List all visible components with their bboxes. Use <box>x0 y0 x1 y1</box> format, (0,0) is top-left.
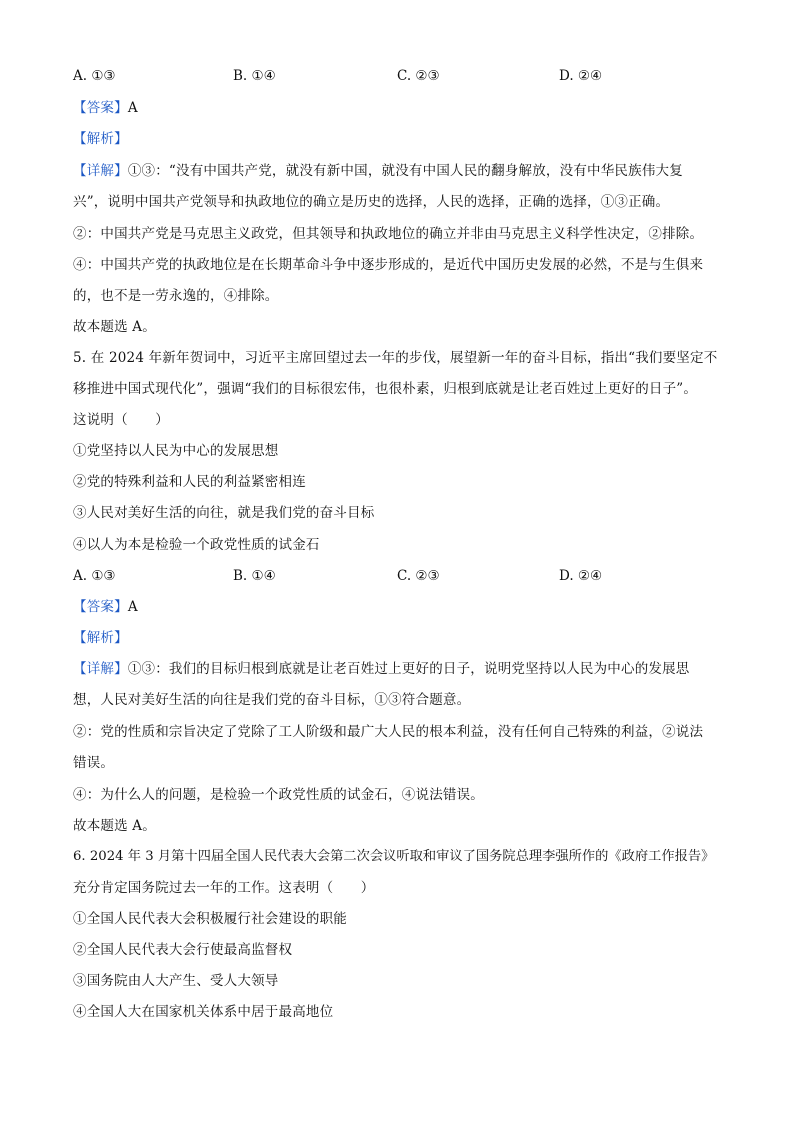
q5-analysis <box>73 628 723 648</box>
q5-conclusion: 故本题选 A。 <box>73 818 156 834</box>
detail-text: ①③：“没有中国共产党，就没有新中国，就没有中国人民的翻身解放，没有中华民族伟大复 <box>127 163 683 179</box>
q4-analysis <box>73 129 723 149</box>
q5-detail-line: 错误。 <box>73 755 115 771</box>
q4-options <box>73 66 723 86</box>
q5-options <box>73 566 723 586</box>
q6-item: ③国务院由人大产生、受人大领导 <box>73 973 279 989</box>
q5-option-d: D. ②④ <box>559 568 603 584</box>
answer-value: A <box>127 599 138 615</box>
q5-stem: 5. 在 2024 年新年贺词中，习近平主席回望过去一年的步伐，展望新一年的奋斗目标，指出“我们要坚定不 <box>73 350 718 366</box>
q5-item: ②党的特殊利益和人民的利益紧密相连 <box>73 474 306 490</box>
q5-detail-line: ④：为什么人的问题，是检验一个政党性质的试金石，④说法错误。 <box>73 787 484 803</box>
q6-stem: 充分肯定国务院过去一年的工作。这表明（ ） <box>73 880 375 896</box>
q6-stem: 6. 2024 年 3 月第十四届全国人民代表大会第二次会议听取和审议了国务院总理李强所作的《政府工作报告》 <box>73 849 715 864</box>
q4-detail-line: ②：中国共产党是马克思主义政党，但其领导和执政地位的确立并非由马克思主义科学性决定，②排除。 <box>73 226 704 242</box>
q5-detail-line <box>73 659 723 679</box>
q5-item: ③人民对美好生活的向往，就是我们党的奋斗目标 <box>73 505 375 521</box>
q5-stem: 这说明（ ） <box>73 412 169 428</box>
q4-detail-line: 兴”，说明中国共产党领导和执政地位的确立是历史的选择，人民的选择，正确的选择，①③正确。 <box>73 194 670 210</box>
answer-tag: 【答案】 <box>73 100 128 116</box>
detail-tag: 【详解】 <box>73 661 128 677</box>
q5-stem: 移推进中国式现代化”，强调“我们的目标很宏伟，也很朴素，归根到底就是让老百姓过上更好的日子”。 <box>73 381 698 397</box>
q6-item: ④全国人大在国家机关体系中居于最高地位 <box>73 1004 334 1020</box>
q5-answer <box>73 597 723 617</box>
analysis-tag: 【解析】 <box>73 630 128 646</box>
q4-option-a: A. ①③ <box>73 68 116 84</box>
detail-tag: 【详解】 <box>73 163 128 179</box>
analysis-tag: 【解析】 <box>73 131 128 147</box>
q5-item: ④以人为本是检验一个政党性质的试金石 <box>73 537 320 553</box>
q5-option-a: A. ①③ <box>73 568 116 584</box>
q4-option-d: D. ②④ <box>559 68 603 84</box>
q4-detail-line: 的，也不是一劳永逸的，④排除。 <box>73 288 279 304</box>
q4-option-c: C. ②③ <box>397 68 440 84</box>
q4-detail-line: ④：中国共产党的执政地位是在长期革命斗争中逐步形成的，是近代中国历史发展的必然，不是与生俱来 <box>73 257 704 273</box>
q5-item: ①党坚持以人民为中心的发展思想 <box>73 443 279 459</box>
answer-tag: 【答案】 <box>73 599 128 615</box>
answer-value: A <box>127 100 138 116</box>
q5-option-b: B. ①④ <box>233 568 276 584</box>
q4-conclusion: 故本题选 A。 <box>73 319 156 335</box>
q4-option-b: B. ①④ <box>233 68 276 84</box>
q6-item: ①全国人民代表大会积极履行社会建设的职能 <box>73 911 347 927</box>
q5-detail-line: ②：党的性质和宗旨决定了党除了工人阶级和最广大人民的根本利益，没有任何自己特殊的利益，②说法 <box>73 724 704 740</box>
q5-option-c: C. ②③ <box>397 568 440 584</box>
q4-answer <box>73 98 723 118</box>
q5-detail-line: 想，人民对美好生活的向往是我们党的奋斗目标，①③符合题意。 <box>73 692 471 708</box>
q4-detail-line <box>73 161 723 181</box>
q6-item: ②全国人民代表大会行使最高监督权 <box>73 942 293 958</box>
detail-text: ①③：我们的目标归根到底就是让老百姓过上更好的日子，说明党坚持以人民为中心的发展思 <box>127 661 690 677</box>
